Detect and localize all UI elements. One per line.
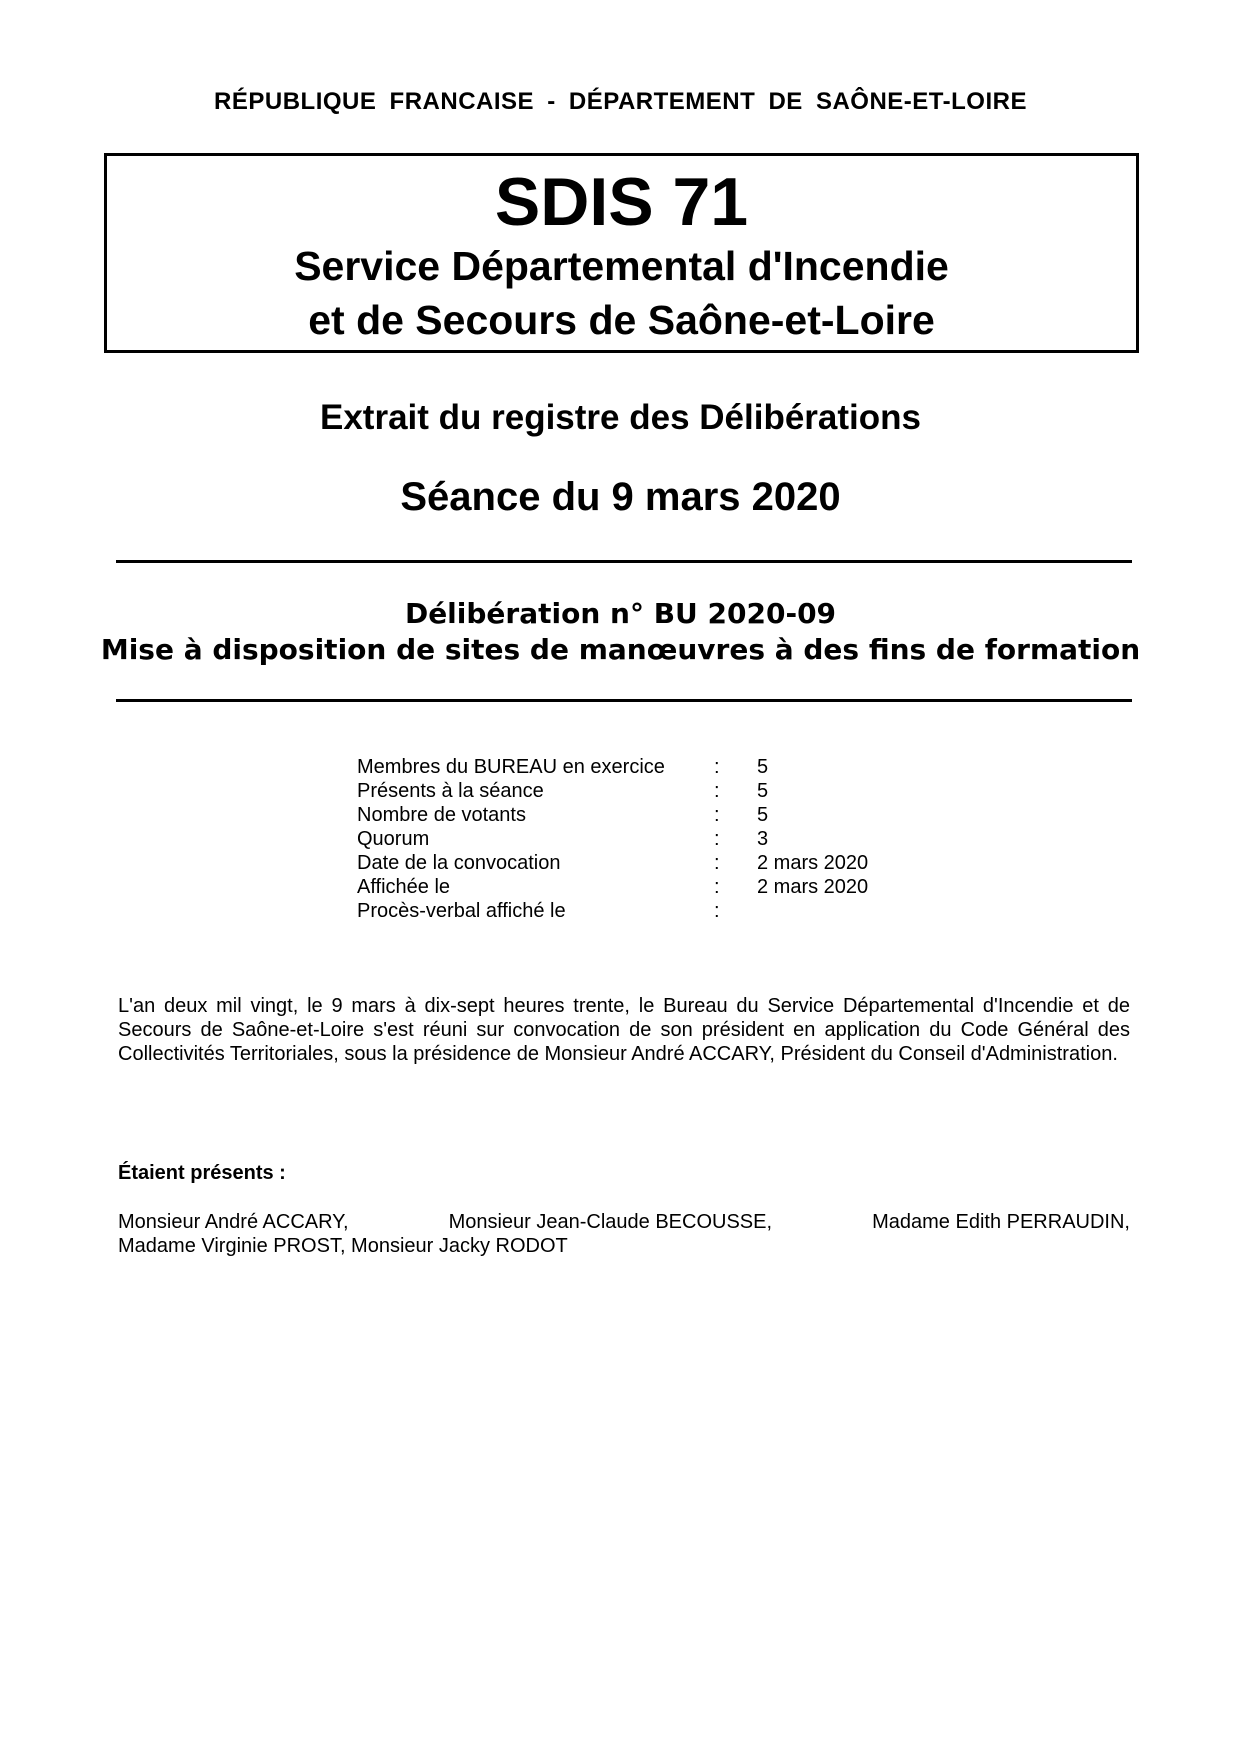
info-row (357, 899, 957, 923)
info-value: 3 (757, 828, 769, 850)
info-separator: : (714, 780, 720, 802)
info-label: Date de la convocation (357, 852, 561, 874)
info-value: 2 mars 2020 (757, 852, 869, 874)
info-row (357, 827, 957, 851)
info-label: Quorum (357, 828, 430, 850)
info-row (357, 875, 957, 899)
member-name: Monsieur Jean-Claude BECOUSSE, (448, 1211, 773, 1233)
info-value: 5 (757, 756, 769, 778)
divider-top (116, 560, 1132, 563)
info-value (757, 899, 957, 923)
info-row (357, 851, 957, 875)
org-name-line2: et de Secours de Saône-et-Loire (308, 297, 935, 343)
info-separator: : (714, 900, 720, 922)
present-heading: Étaient présents : (118, 1162, 286, 1184)
member-name: Madame Edith PERRAUDIN, (872, 1211, 1130, 1233)
info-separator: : (714, 756, 720, 778)
deliberation-number: Délibération n° BU 2020-09 (404, 597, 837, 630)
info-label: Présents à la séance (357, 780, 544, 802)
info-label: Nombre de votants (357, 804, 526, 826)
info-separator: : (714, 852, 720, 874)
info-row (357, 779, 957, 803)
info-value: 2 mars 2020 (757, 876, 869, 898)
org-code: SDIS 71 (494, 164, 749, 240)
info-row (357, 755, 957, 779)
intro-paragraph: L'an deux mil vingt, le 9 mars à dix-sept heures trente, le Bureau du Service Départemental d'Incendie et de Secours de Saône-et-Loire s'est réuni sur convocation de son président en application du Code Général des Collectivités Territoriales, sous la présidence de Monsieur André ACCARY, Président du Conseil d'Administration. (118, 995, 1130, 1065)
document-title: Extrait du registre des Délibérations (319, 398, 921, 437)
present-names-line2: Madame Virginie PROST, Monsieur Jacky RODOT (118, 1235, 568, 1257)
info-value: 5 (757, 780, 769, 802)
info-value: 5 (757, 804, 769, 826)
info-label: Procès-verbal affiché le (357, 900, 566, 922)
present-names-line1 (118, 1210, 1130, 1234)
org-name-line1: Service Départemental d'Incendie (294, 243, 949, 289)
info-separator: : (714, 804, 720, 826)
info-separator: : (714, 828, 720, 850)
info-separator: : (714, 876, 720, 898)
info-label: Membres du BUREAU en exercice (357, 756, 665, 778)
meeting-info-table (357, 755, 957, 923)
present-members (118, 1210, 1130, 1258)
republic-header: RÉPUBLIQUE FRANCAISE - DÉPARTEMENT DE SAÔNE-ET-LOIRE (214, 88, 1027, 115)
deliberation-subject: Mise à disposition de sites de manœuvres à des fins de formation (100, 633, 1141, 666)
member-name: Monsieur André ACCARY, (118, 1211, 349, 1233)
divider-bottom (116, 699, 1132, 702)
session-date: Séance du 9 mars 2020 (400, 475, 841, 519)
org-title-box (104, 153, 1139, 353)
info-label: Affichée le (357, 876, 451, 898)
info-row (357, 803, 957, 827)
